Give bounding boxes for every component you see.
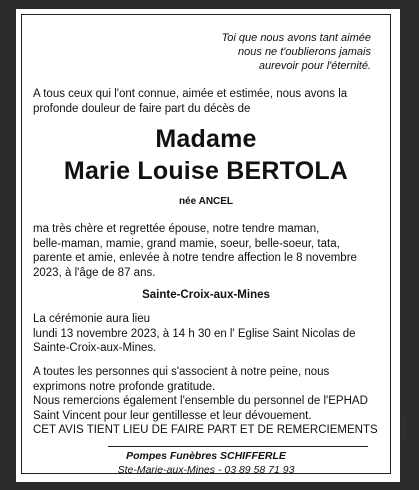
funeral-home-address: Ste-Marie-aux-Mines - 03 89 58 71 93 [117, 464, 295, 476]
family-paragraph [33, 222, 368, 280]
family-line: belle-maman, mamie, grand mamie, soeur, belle-soeur, tata, [33, 237, 340, 250]
intro-paragraph [33, 87, 368, 116]
thanks-line: Saint Vincent pour leur gentillesse et leur dévouement. [33, 409, 312, 422]
thanks-paragraph [33, 365, 378, 438]
obituary-frame [21, 14, 391, 474]
ceremony-line: Sainte-Croix-aux-Mines. [33, 342, 157, 354]
reference-number: 9986621/7 [402, 405, 409, 439]
epigraph-line: nous ne t'oublierons jamais [238, 46, 371, 58]
obituary-page [16, 9, 409, 482]
thanks-line: A toutes les personnes qui s'associent à notre peine, nous [33, 366, 330, 378]
epigraph-line: aurevoir pour l'éternité. [258, 60, 371, 72]
funeral-home-name: Pompes Funèbres SCHIFFERLE [126, 450, 286, 462]
thanks-line: CET AVIS TIENT LIEU DE FAIRE PART ET DE REMERCIEMENTS [33, 424, 378, 436]
family-line: parente et amie, enlevée à notre tendre affection le 8 novembre [33, 252, 357, 264]
family-line: ma très chère et regrettée épouse, notre tendre maman, [33, 223, 320, 235]
intro-line: A tous ceux qui l'ont connue, aimée et estimée, nous avons la [33, 88, 348, 100]
thanks-line: Nous remercions également l'ensemble du personnel de l'EPHAD [33, 395, 368, 407]
family-line: 2023, à l'âge de 87 ans. [33, 266, 156, 279]
honorific: Madame [155, 125, 257, 153]
signature-divider [108, 446, 368, 447]
intro-line: profonde douleur de faire part du décès de [33, 102, 251, 115]
thanks-line: exprimons notre profonde gratitude. [33, 380, 216, 393]
ceremony-paragraph [33, 312, 368, 356]
epigraph [171, 31, 371, 73]
place-heading: Sainte-Croix-aux-Mines [142, 289, 270, 301]
epigraph-line: Toi que nous avons tant aimée [221, 32, 371, 44]
maiden-name: née ANCEL [178, 196, 234, 207]
ceremony-line: lundi 13 novembre 2023, à 14 h 30 en l' Eglise Saint Nicolas de [33, 327, 356, 340]
deceased-name: Marie Louise BERTOLA [63, 157, 349, 185]
ceremony-line: La cérémonie aura lieu [33, 313, 150, 325]
